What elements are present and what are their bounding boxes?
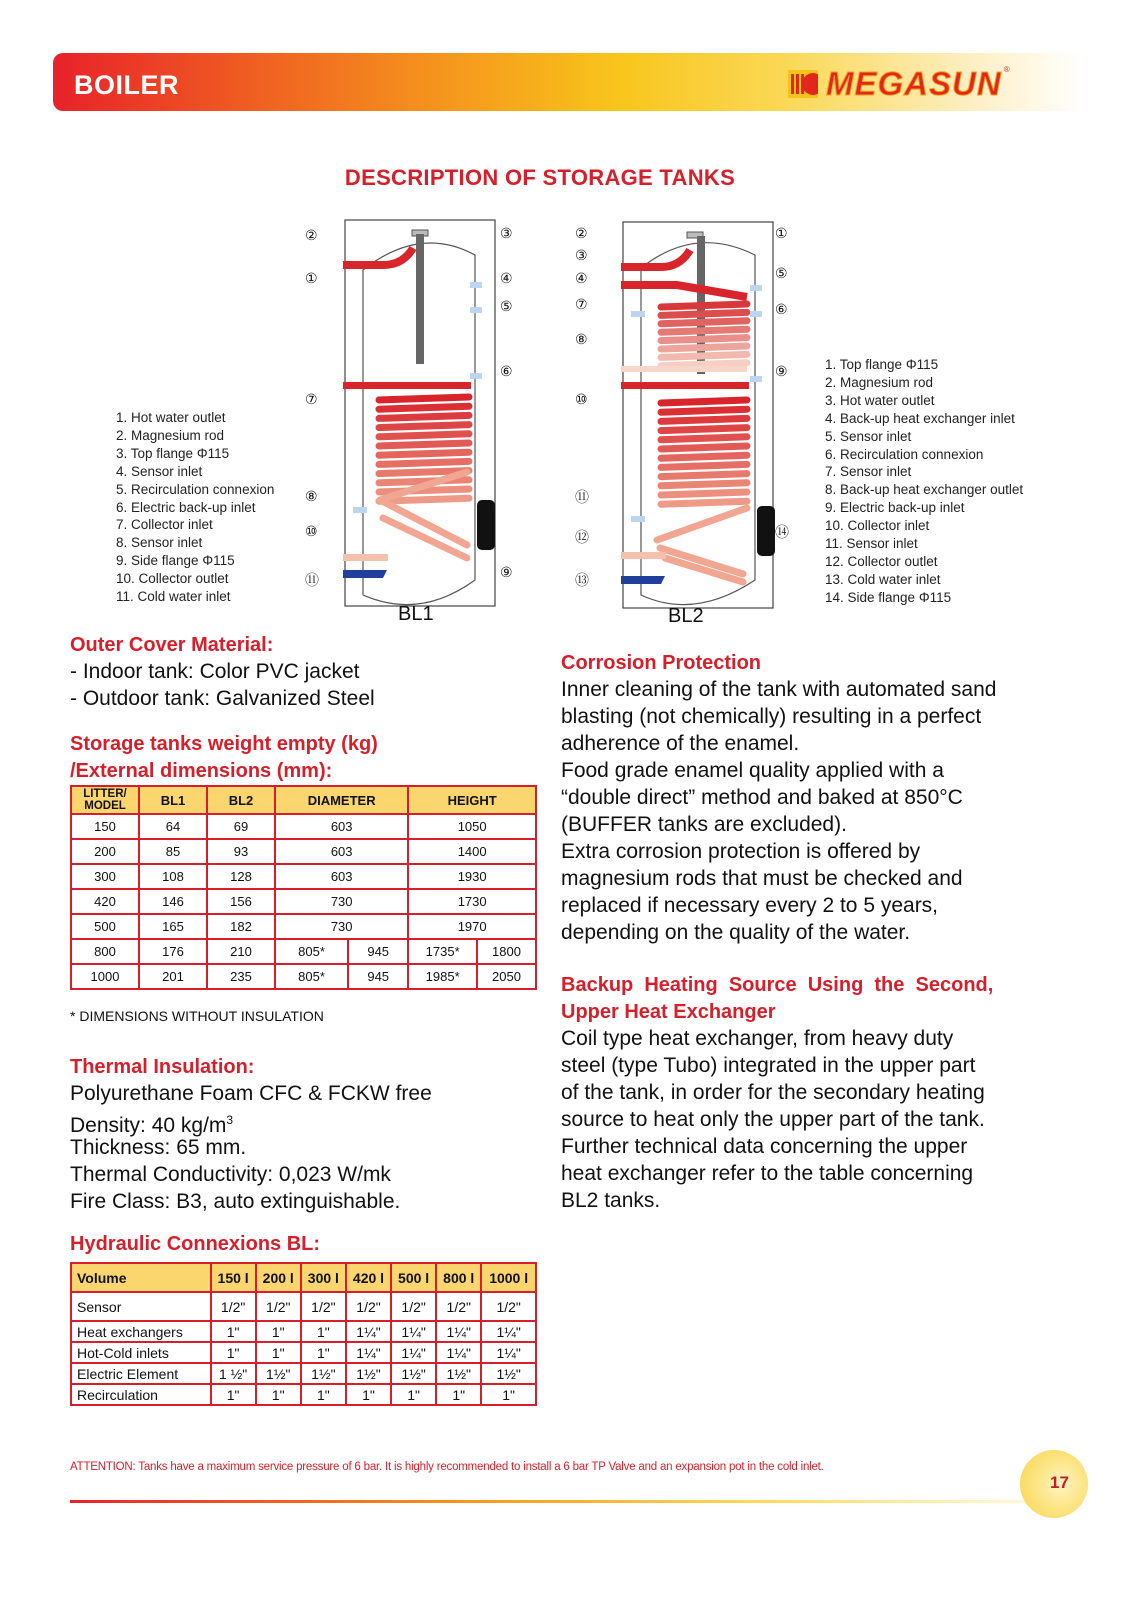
paragraph-line: depending on the quality of the water. [561,921,911,944]
table-cell: 128 [207,864,275,889]
coil-turn [661,304,747,307]
row-label: Hot-Cold inlets [71,1342,211,1363]
page-title: DESCRIPTION OF STORAGE TANKS [344,165,736,190]
coil-turn [661,428,747,431]
coil-turn [661,363,747,366]
legend-item: 12. Collector outlet [825,553,938,569]
paragraph-line: adherence of the enamel. [561,732,800,755]
table-cell: 805* [275,939,348,964]
table-cell: 150 [71,814,139,839]
column-header: HEIGHT [408,786,536,814]
table-cell: 1/2" [301,1292,346,1321]
coil-turn [661,483,747,486]
weights-heading: Storage tanks weight empty (kg) [70,733,378,755]
coil-turn [379,406,469,409]
table-cell: 182 [207,914,275,939]
legend-item: 6. Electric back-up inlet [116,499,256,515]
table-row [71,964,536,989]
table-cell: 603 [275,814,408,839]
paragraph-line: BL2 tanks. [561,1189,661,1212]
svg-text:⑥: ⑥ [775,302,788,318]
legend-item: 5. Sensor inlet [825,428,912,444]
paragraph-line: blasting (not chemically) resulting in a perfect [561,705,982,728]
sun-logo-icon [788,70,818,98]
table-cell: 1½" [436,1363,481,1384]
coil-turn [661,455,747,458]
paragraph-line: replaced if necessary every 2 to 5 years, [561,894,939,917]
table-row [71,1292,536,1321]
table-cell: 1" [256,1321,301,1342]
table-cell: 1800 [477,939,536,964]
svg-text:⑤: ⑤ [775,266,788,282]
legend-item: 11. Sensor inlet [825,536,918,552]
column-header: LITTER/ MODEL [71,786,139,814]
table-cell: 1/2" [391,1292,436,1321]
brand-name: MEGASUN [826,65,1002,102]
legend-item: 2. Magnesium rod [116,427,225,443]
column-header: 800 l [436,1263,481,1292]
coil-turn [661,464,747,467]
coil-turn [661,354,747,357]
legend-item: 4. Back-up heat exchanger inlet [825,410,1015,426]
diagram-bl1 [295,210,535,610]
table-cell: 805* [275,964,348,989]
svg-text:⑧: ⑧ [575,332,588,348]
recirculation-port [750,311,762,317]
legend-item: 7. Sensor inlet [825,464,912,480]
coil-turn [661,492,747,495]
collector-outlet-pipe [621,552,666,559]
table-cell: 603 [275,839,408,864]
table-cell: 1¼" [436,1321,481,1342]
paragraph-line: Extra corrosion protection is offered by [561,840,921,863]
table-cell: 1½" [346,1363,391,1384]
column-header: 420 l [346,1263,391,1292]
paragraph-line: Food grade enamel quality applied with a [561,759,944,782]
table-cell: 1" [436,1384,481,1405]
legend-item: 9. Side flange Φ115 [116,553,235,569]
legend-item: 4. Sensor inlet [116,463,203,479]
table-row [71,864,536,889]
svg-text:⑪: ⑪ [575,490,589,506]
table-row [71,889,536,914]
table-cell: 1985* [408,964,477,989]
page-number: 17 [1050,1473,1069,1492]
coil-turn [379,415,469,418]
corrosion-heading: Corrosion Protection [561,652,762,674]
table-cell: 1730 [408,889,536,914]
coil-turn [661,446,747,449]
thermal-heading: Thermal Insulation: [70,1056,255,1078]
table-cell: 156 [207,889,275,914]
table-cell: 1/2" [481,1292,536,1321]
paragraph-line: (BUFFER tanks are excluded). [561,813,847,836]
cold-inlet-pipe [343,570,387,578]
svg-text:⑦: ⑦ [575,297,588,313]
row-label: Heat exchangers [71,1321,211,1342]
sensor-inlet [631,516,645,522]
footnote: * DIMENSIONS WITHOUT INSULATION [70,1008,324,1024]
table-cell: 1" [301,1384,346,1405]
svg-text:①: ① [305,271,318,287]
legend-bl1 [116,409,274,606]
svg-text:②: ② [305,228,318,244]
table-cell: 730 [275,914,408,939]
paragraph-line: steel (type Tubo) integrated in the upper part [561,1054,976,1077]
thermal-line: Thickness: 65 mm. [70,1136,247,1159]
side-flange [757,506,775,556]
coil-turn [661,346,747,349]
table-cell: 1 ½" [211,1363,256,1384]
coil-turn [379,425,469,428]
table-row [71,1342,536,1363]
svg-text:⑫: ⑫ [575,530,589,546]
legend-item: 3. Hot water outlet [825,392,935,408]
legend-item: 2. Magnesium rod [825,374,934,390]
thermal-line: Fire Class: B3, auto extinguishable. [70,1190,401,1213]
table-cell: 2050 [477,964,536,989]
table-row [71,1321,536,1342]
diagram-bl2 [565,210,805,610]
table-cell: 1½" [481,1363,536,1384]
coil-turn [661,312,747,315]
electric-backup-port [470,373,482,379]
svg-text:③: ③ [575,248,588,264]
coil-turn [379,434,469,437]
table-cell: 1" [256,1384,301,1405]
sensor-inlet [750,285,762,291]
column-header: 200 l [256,1263,301,1292]
table-cell: 1" [211,1342,256,1363]
sensor-inlet [353,507,367,513]
diagram-label-bl2: BL2 [668,605,704,627]
svg-text:①: ① [775,226,788,242]
backup-heading: Upper Heat Exchanger [561,1001,776,1023]
table-cell: 210 [207,939,275,964]
legend-item: 14. Side flange Φ115 [825,589,952,605]
brand-logo [788,65,1010,103]
thermal-line: Polyurethane Foam CFC & FCKW free [70,1082,432,1105]
coil-turn [661,418,747,421]
svg-text:⑨: ⑨ [775,364,788,380]
table-cell: 420 [71,889,139,914]
legend-item: 11. Cold water inlet [116,589,231,605]
backup-heading: Backup Heating Source Using the Second, [561,974,994,996]
column-header: BL2 [207,786,275,814]
coil-turn [661,474,747,477]
table-cell: 1970 [408,914,536,939]
registered-mark: ® [1003,65,1010,74]
recirculation-port [470,307,482,313]
cold-inlet-pipe [621,576,665,584]
table-cell: 1" [211,1384,256,1405]
table-cell: 1¼" [346,1321,391,1342]
table-cell: 1930 [408,864,536,889]
legend-item: 8. Sensor inlet [116,535,203,551]
paragraph-line: Inner cleaning of the tank with automated sand [561,678,997,701]
paragraph-line: magnesium rods that must be checked and [561,867,963,890]
table-cell: 1/2" [211,1292,256,1321]
legend-item: 8. Back-up heat exchanger outlet [825,482,1024,498]
table-cell: 235 [207,964,275,989]
table-cell: 146 [139,889,207,914]
svg-text:⑤: ⑤ [500,299,513,315]
thermal-line: Thermal Conductivity: 0,023 W/mk [70,1163,391,1186]
svg-text:③: ③ [500,226,513,242]
table-cell: 1¼" [391,1342,436,1363]
table-cell: 1/2" [436,1292,481,1321]
coil-turn [661,329,747,332]
weights-heading: /External dimensions (mm): [70,760,333,782]
table-cell: 1735* [408,939,477,964]
sensor-inlet [631,311,645,317]
paragraph-line: source to heat only the upper part of the tank. [561,1108,985,1131]
table-cell: 1" [391,1384,436,1405]
table-cell: 1½" [256,1363,301,1384]
diagram-label-bl1: BL1 [398,603,434,625]
column-header: 150 l [211,1263,256,1292]
legend-item: 7. Collector inlet [116,517,213,533]
table-cell: 1¼" [481,1321,536,1342]
table-cell: 1/2" [346,1292,391,1321]
backup-outlet-pipe [621,366,747,372]
table-row [71,1363,536,1384]
legend-item: 6. Recirculation connexion [825,446,984,462]
column-header: DIAMETER [275,786,408,814]
section-title: BOILER [74,70,180,100]
collector-inlet-pipe [343,382,471,389]
coil-turn [661,338,747,341]
outer-cover-heading: Outer Cover Material: [70,634,274,656]
table-cell: 945 [348,939,408,964]
legend-item: 1. Hot water outlet [116,410,226,425]
electric-backup-port [750,376,762,382]
collector-outlet-pipe [343,554,388,561]
table-cell: 1050 [408,814,536,839]
legend-bl2 [825,356,1023,607]
svg-text:⑬: ⑬ [575,573,589,589]
collector-inlet-pipe [621,382,749,389]
coil-turn [379,443,469,446]
coil-turn [379,452,469,455]
table-cell: 1½" [391,1363,436,1384]
table-cell: 1¼" [436,1342,481,1363]
table-cell: 1" [301,1321,346,1342]
table-cell: 1/2" [256,1292,301,1321]
table-cell: 108 [139,864,207,889]
legend-item: 3. Top flange Φ115 [116,445,230,461]
legend-item: 5. Recirculation connexion [116,481,275,497]
legend-item: 10. Collector outlet [116,571,229,587]
table-row [71,939,536,964]
table-row [71,814,536,839]
table-cell: 500 [71,914,139,939]
hydraulic-heading: Hydraulic Connexions BL: [70,1233,321,1255]
row-label: Recirculation [71,1384,211,1405]
table-cell: 1¼" [346,1342,391,1363]
table-cell: 1¼" [391,1321,436,1342]
table-cell: 1" [346,1384,391,1405]
density-text: Density: 40 kg/m [70,1114,227,1137]
table-cell: 1400 [408,839,536,864]
footer-divider [70,1500,1050,1503]
table-cell: 1½" [301,1363,346,1384]
magnesium-rod [416,234,424,364]
outer-cover-line: - Outdoor tank: Galvanized Steel [70,687,375,710]
table-cell: 85 [139,839,207,864]
svg-text:④: ④ [575,271,588,287]
backup-text [561,1025,985,1214]
table-cell: 1" [481,1384,536,1405]
table-cell: 1" [256,1342,301,1363]
column-header: 300 l [301,1263,346,1292]
hydraulic-connexions-table [70,1262,537,1406]
table-cell: 1000 [71,964,139,989]
svg-text:⑥: ⑥ [500,364,513,380]
column-header: BL1 [139,786,207,814]
weight-dimensions-table [70,785,537,990]
coil-turn [661,437,747,440]
svg-text:④: ④ [500,271,513,287]
table-cell: 300 [71,864,139,889]
svg-text:⑧: ⑧ [305,489,318,505]
svg-text:⑩: ⑩ [305,524,318,540]
table-row [71,914,536,939]
table-cell: 176 [139,939,207,964]
column-header: 500 l [391,1263,436,1292]
svg-text:⑪: ⑪ [305,573,319,589]
table-cell: 200 [71,839,139,864]
coil-turn [661,501,747,504]
table-cell: 1" [211,1321,256,1342]
table-cell: 945 [348,964,408,989]
table-row [71,839,536,864]
coil-turn [379,461,469,464]
paragraph-line: of the tank, in order for the secondary heating [561,1081,985,1104]
side-flange [477,500,495,550]
svg-text:⑨: ⑨ [500,565,513,581]
sensor-inlet [470,282,482,288]
coil-turn [379,397,469,400]
table-cell: 1" [301,1342,346,1363]
table-cell: 165 [139,914,207,939]
corrosion-text [561,676,996,946]
table-cell: 93 [207,839,275,864]
svg-text:⑭: ⑭ [775,525,789,541]
legend-item: 9. Electric back-up inlet [825,500,965,516]
table-cell: 603 [275,864,408,889]
paragraph-line: “double direct” method and baked at 850°C [561,786,963,809]
outer-cover-line: - Indoor tank: Color PVC jacket [70,660,360,683]
svg-text:②: ② [575,226,588,242]
table-cell: 69 [207,814,275,839]
paragraph-line: Further technical data concerning the upper [561,1135,968,1158]
column-header: 1000 l [481,1263,536,1292]
paragraph-line: heat exchanger refer to the table concerning [561,1162,974,1185]
attention-note: ATTENTION: Tanks have a maximum service pressure of 6 bar. It is highly recommended to install a 6 bar TP Valve and an expansion pot in the cold inlet. [70,1461,824,1473]
legend-item: 1. Top flange Φ115 [825,357,939,372]
coil-turn [661,409,747,412]
coil-turn [661,400,747,403]
table-cell: 730 [275,889,408,914]
column-header: Volume [71,1263,211,1292]
coil-turn [661,321,747,324]
table-cell: 64 [139,814,207,839]
paragraph-line: Coil type heat exchanger, from heavy duty [561,1027,954,1050]
legend-item: 10. Collector inlet [825,518,930,534]
svg-text:⑦: ⑦ [305,392,318,408]
table-cell: 201 [139,964,207,989]
table-cell: 800 [71,939,139,964]
density-superscript: 3 [226,1113,234,1127]
table-cell: 1¼" [481,1342,536,1363]
legend-item: 13. Cold water inlet [825,571,941,587]
table-row [71,1384,536,1405]
row-label: Electric Element [71,1363,211,1384]
row-label: Sensor [71,1292,211,1321]
svg-text:⑩: ⑩ [575,392,588,408]
